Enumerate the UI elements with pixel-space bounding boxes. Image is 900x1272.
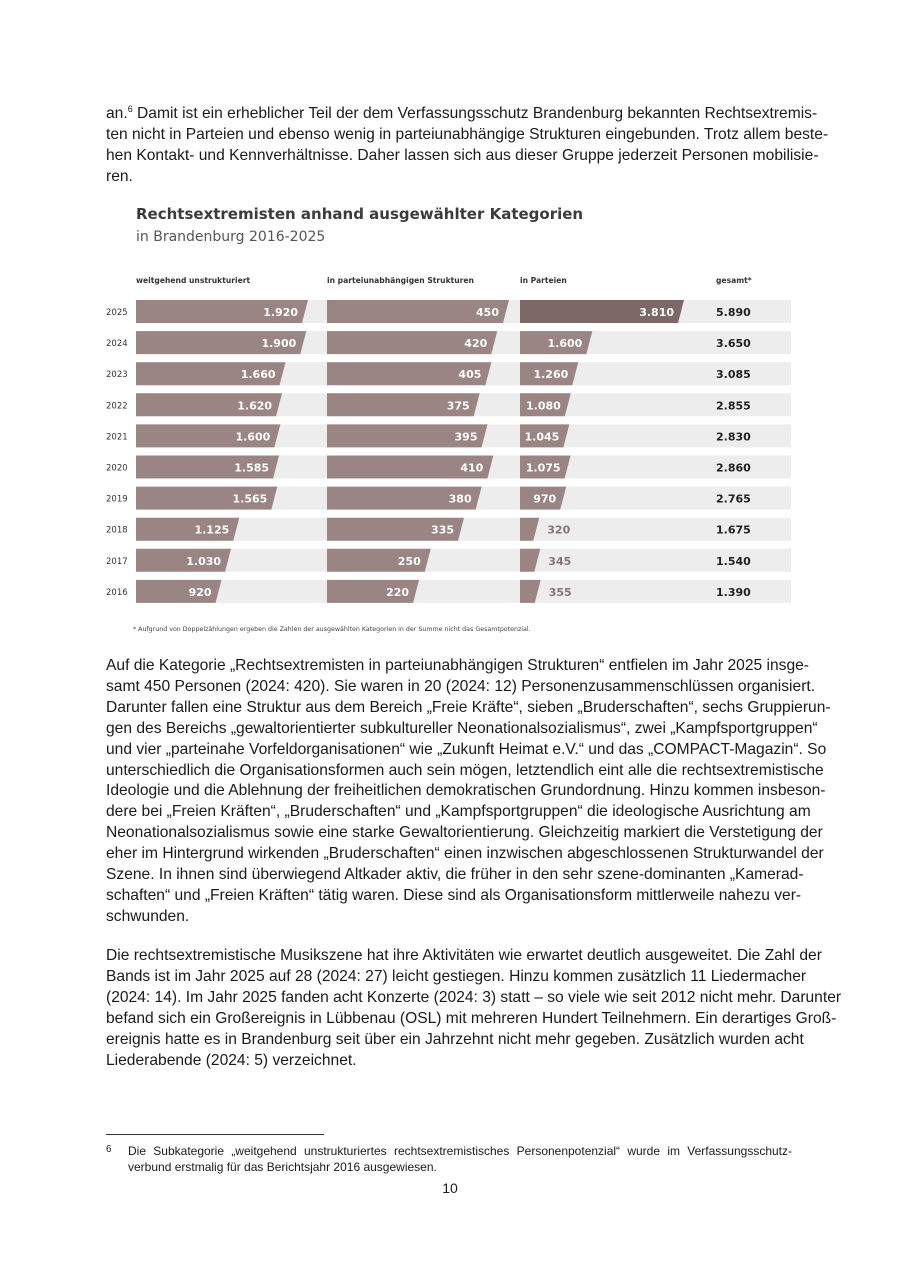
text-line: schwunden.: [106, 907, 190, 925]
year-label: 2016: [106, 587, 128, 598]
row-background: [136, 580, 791, 603]
bar-value-label: 1.045: [524, 430, 560, 444]
bar-value-label: 1.600: [547, 337, 583, 351]
bar-value-label: 1.585: [234, 461, 270, 475]
text-line: Bands ist im Jahr 2025 auf 28 (2024: 27) leicht gestiegen. Hinzu kommen zusätzlich 11 Liedermacher: [106, 967, 807, 985]
text-line: eher im Hintergrund wirkenden „Bruderschaften“ einen inzwischen abgeschlossenen Strukturwandel der: [106, 845, 824, 863]
bar-value-label: 380: [448, 492, 472, 506]
bar-value-label: 450: [476, 306, 499, 319]
year-label: 2020: [106, 463, 128, 474]
bar-value-label: 320: [547, 523, 571, 537]
text-line: Darunter fallen eine Struktur aus dem Bereich „Freie Kräfte“, sieben „Bruderschaften“, sechs Gruppierun-: [106, 698, 831, 716]
bar-value-label: 1.080: [525, 399, 561, 413]
paragraph-2: [106, 656, 831, 928]
year-label: 2025: [106, 308, 128, 318]
intro-line-2: ten nicht in Parteien und ebenso wenig in parteiunabhängige Strukturen eingebunden. Trotz allem beste-: [106, 125, 829, 143]
bar-value-label: 1.030: [186, 554, 222, 568]
intro-line-4: ren.: [106, 167, 133, 185]
bar-value-label: 920: [188, 585, 212, 599]
year-label: 2019: [106, 494, 128, 505]
bar-value-label: 220: [386, 585, 410, 599]
bar-value-label: 1.900: [261, 337, 297, 351]
bar-value-label: 970: [533, 492, 557, 506]
total-label: 3.085: [716, 368, 751, 382]
footnote-line-2: verbund erstmalig für das Berichtsjahr 2016 ausgewiesen.: [128, 1160, 437, 1174]
bar-value-label: 1.260: [533, 368, 569, 382]
footnote-text: [128, 1143, 792, 1175]
text-line: ereignis hatte es in Brandenburg seit über ein Jahrzehnt nicht mehr gegeben. Zusätzlich wurden acht: [106, 1030, 804, 1048]
text-line: Ideologie und die Ablehnung der freiheitlichen demokratischen Grundordnung. Hinzu kommen insbeson-: [106, 782, 826, 800]
text-line: Auf die Kategorie „Rechtsextremisten in parteiunabhängigen Strukturen“ entfielen im Jahr 2025 insge-: [106, 657, 809, 674]
chart-title: Rechtsextremisten anhand ausgewählter Kategorien: [136, 205, 584, 223]
total-label: 5.890: [716, 306, 751, 319]
bar-value-label: 375: [446, 399, 470, 413]
bar-value-label: 1.125: [194, 523, 230, 537]
bar-value-label: 1.600: [235, 430, 271, 444]
footnote-divider: [106, 1134, 324, 1135]
bar-value-label: 355: [548, 585, 572, 599]
year-label: 2022: [106, 401, 128, 412]
bar-value-label: 410: [460, 461, 484, 475]
text-line: Liederabende (2024: 5) verzeichnet.: [106, 1051, 357, 1069]
year-label: 2018: [106, 525, 128, 536]
total-label: 1.540: [716, 554, 751, 568]
bar-value-label: 1.620: [237, 399, 273, 413]
total-label: 1.675: [716, 523, 751, 537]
year-label: 2017: [106, 556, 128, 567]
total-label: 2.855: [716, 399, 751, 413]
column-header: in Parteien: [520, 276, 567, 285]
total-label: 2.765: [716, 492, 751, 506]
bar-value-label: 1.920: [263, 306, 298, 319]
text-line: und vier „parteinahe Vorfeldorganisationen“ wie „Zukunft Heimat e.V.“ und das „COMPACT-Magazin“. So: [106, 740, 827, 758]
bar-value-label: 1.660: [240, 368, 276, 382]
bar-value-label: 420: [464, 337, 488, 351]
bar-value-label: 345: [548, 554, 572, 568]
intro-paragraph: [106, 104, 829, 188]
row-background: [136, 549, 791, 572]
page-number: 10: [442, 1180, 458, 1196]
bar-value-label: 395: [454, 430, 478, 444]
total-label: 1.390: [716, 585, 751, 599]
text-line: dere bei „Freien Kräften“, „Bruderschaften“ und „Kampfsportgruppen“ die ideologische Ausrichtung am: [106, 803, 811, 821]
footnote-line-1: Die Subkategorie „weitgehend unstrukturiertes rechtsextremistisches Personenpotenzial“ wurde im Verfassungsschutz-: [128, 1144, 792, 1158]
total-label: 3.650: [716, 337, 751, 351]
text-line: gen des Bereichs „gewaltorientierter subkultureller Neonationalsozialismus“, zwei „Kampfsportgruppen“: [106, 719, 818, 737]
bar-value-label: 405: [458, 368, 482, 382]
text-line: (2024: 14). Im Jahr 2025 fanden acht Konzerte (2024: 3) statt – so viele wie seit 2012 nicht mehr. Darunter: [106, 988, 842, 1006]
chart-note: * Aufgrund von Doppelzählungen ergeben die Zahlen der ausgewählten Kategorien in der Summe nicht das Gesamtpotenzial.: [133, 626, 531, 633]
year-label: 2021: [106, 432, 128, 443]
text-line: befand sich ein Großereignis in Lübbenau (OSL) mit mehreren Hundert Teilnehmern. Ein derartiges Groß-: [106, 1009, 837, 1027]
text-line: samt 450 Personen (2024: 420). Sie waren in 20 (2024: 12) Personenzusammenschlüssen organisiert.: [106, 677, 816, 695]
text-line: Neonationalsozialismus sowie eine starke Gewaltorientierung. Gleichzeitig markiert die Verstetigung der: [106, 824, 823, 842]
total-label: 2.830: [716, 430, 751, 444]
intro-line-1: an.$^6$ Damit ist ein erheblicher Teil der dem Verfassungsschutz Brandenburg bekannten Rechtsextremis-: [106, 104, 818, 122]
text-line: unterschiedlich die Organisationsformen auch sein mögen, letztendlich eint alle die rechtsextremistische: [106, 761, 824, 779]
intro-line-3: hen Kontakt- und Kennverhältnisse. Daher lassen sich aus dieser Gruppe jederzeit Personen mobilisie-: [106, 146, 819, 164]
paragraph-3: [106, 946, 842, 1071]
bar-value-label: 3.810: [639, 306, 674, 319]
chart-subtitle: in Brandenburg 2016-2025: [136, 229, 326, 245]
column-header: in parteiunabhängigen Strukturen: [327, 276, 474, 285]
text-line: Die rechtsextremistische Musikszene hat ihre Aktivitäten wie erwartet deutlich ausgeweitet. Die Zahl der: [106, 947, 822, 964]
year-label: 2023: [106, 370, 128, 381]
column-header: weitgehend unstrukturiert: [136, 276, 251, 285]
year-label: 2024: [106, 339, 128, 350]
bar-value-label: 1.075: [525, 461, 561, 475]
bar-chart: [96, 266, 806, 616]
footnote-ref[interactable]: 6: [127, 104, 133, 114]
column-header: gesamt*: [716, 276, 752, 285]
text-line: schaften“ und „Freien Kräften“ tätig waren. Diese sind als Organisationsform mittlerweile nahezu ver-: [106, 886, 802, 904]
text-line: Szene. In ihnen sind überwiegend Altkader aktiv, die früher in den sehr szene-dominanten „Kamerad-: [106, 866, 804, 884]
total-label: 2.860: [716, 461, 751, 475]
bar-value-label: 335: [431, 523, 455, 537]
footnote-number: 6: [106, 1144, 112, 1155]
bar-value-label: 250: [397, 554, 421, 568]
bar-value-label: 1.565: [232, 492, 268, 506]
